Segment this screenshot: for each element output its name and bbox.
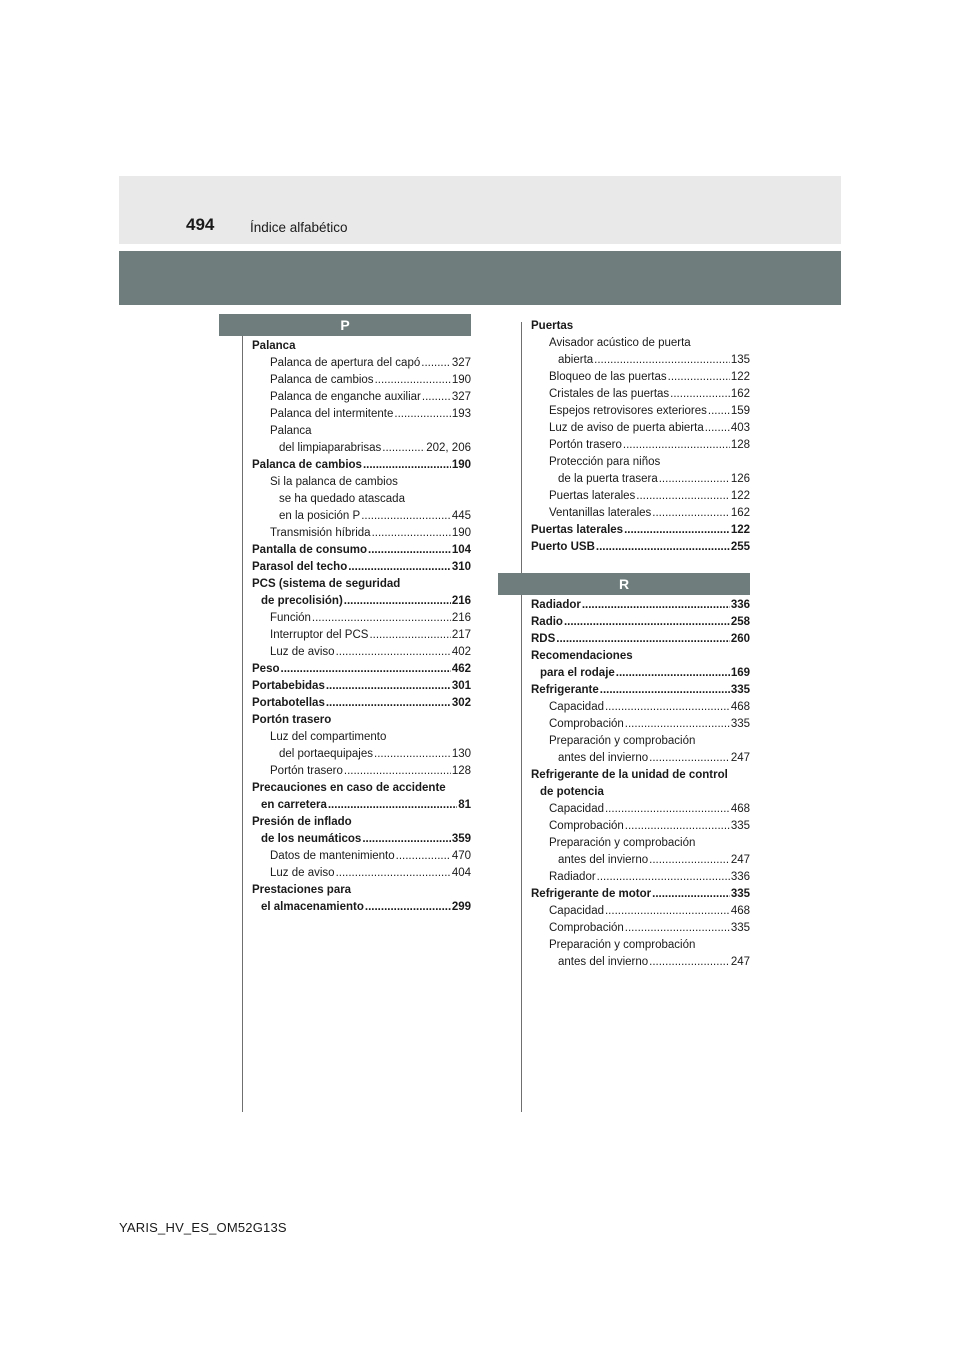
entry-page-number: 104 <box>451 544 471 556</box>
entry-page-number: 128 <box>730 439 750 451</box>
entry-page-number: 126 <box>730 473 750 485</box>
entry-page-number: 122 <box>730 371 750 383</box>
dot-leader <box>649 852 730 869</box>
dot-leader <box>344 763 451 780</box>
document-code: YARIS_HV_ES_OM52G13S <box>119 1220 287 1235</box>
index-entry <box>252 610 471 627</box>
entry-term: Si la palanca de cambios <box>270 476 398 488</box>
entry-term: del limpiaparabrisas <box>279 442 382 454</box>
dot-leader <box>649 750 730 767</box>
index-entry <box>531 801 750 818</box>
dot-leader <box>396 848 451 865</box>
entry-page-number: 310 <box>451 561 471 573</box>
dot-leader <box>365 899 451 916</box>
entry-term: Radio <box>531 616 563 628</box>
entry-page-number: 402 <box>451 646 471 658</box>
entry-page-number: 468 <box>730 701 750 713</box>
dot-leader <box>348 559 451 576</box>
index-entry <box>531 614 750 631</box>
entry-term: Radiador <box>531 599 581 611</box>
entry-term: Comprobación <box>549 820 624 832</box>
entry-page-number: 190 <box>451 527 471 539</box>
entry-term: RDS <box>531 633 556 645</box>
entry-term: Comprobación <box>549 718 624 730</box>
entry-term: Bloqueo de las puertas <box>549 371 667 383</box>
entry-term: Portón trasero <box>270 765 343 777</box>
entry-term: Peso <box>252 663 280 675</box>
index-entry <box>531 437 750 454</box>
entry-term: se ha quedado atascada <box>279 493 405 505</box>
entry-page-number: 135 <box>730 354 750 366</box>
entry-page-number: 336 <box>730 871 750 883</box>
index-entry <box>252 831 471 848</box>
dot-leader <box>422 389 451 406</box>
entry-page-number: 217 <box>451 629 471 641</box>
entry-page-number: 335 <box>730 888 750 900</box>
index-entry <box>252 355 471 372</box>
entry-term: Palanca de enganche auxiliar <box>270 391 421 403</box>
entry-term: Protección para niños <box>549 456 661 468</box>
index-entry <box>252 712 471 729</box>
index-entry <box>252 474 471 491</box>
index-entry <box>252 814 471 831</box>
index-entry <box>252 593 471 610</box>
index-entry <box>531 750 750 767</box>
dot-leader <box>652 505 730 522</box>
entry-term: el almacenamiento <box>261 901 364 913</box>
header-bar <box>119 176 841 244</box>
index-entry <box>531 369 750 386</box>
dot-leader <box>328 797 457 814</box>
dot-leader <box>708 403 730 420</box>
dot-leader <box>564 614 730 631</box>
entry-page-number: 327 <box>451 391 471 403</box>
dot-leader <box>605 903 730 920</box>
entry-term: Parasol del techo <box>252 561 348 573</box>
dot-leader <box>705 420 730 437</box>
entry-term: Capacidad <box>549 701 604 713</box>
entry-page-number: 462 <box>451 663 471 675</box>
entry-term: Avisador acústico de puerta <box>549 337 691 349</box>
index-entry <box>252 797 471 814</box>
entry-term: Luz de aviso <box>270 646 335 658</box>
index-entry <box>531 505 750 522</box>
dot-leader <box>625 920 730 937</box>
index-entry <box>252 899 471 916</box>
entry-term: antes del invierno <box>558 752 649 764</box>
entry-page-number: 128 <box>451 765 471 777</box>
entry-term: Palanca de cambios <box>270 374 374 386</box>
index-entry <box>531 454 750 471</box>
letter-heading-r: R <box>498 573 750 595</box>
index-entry <box>252 678 471 695</box>
index-entry <box>531 352 750 369</box>
dot-leader <box>281 661 451 678</box>
index-entry <box>252 576 471 593</box>
entry-page-number: 335 <box>730 684 750 696</box>
index-entry <box>252 406 471 423</box>
dot-leader <box>636 488 730 505</box>
entry-page-number: 255 <box>730 541 750 553</box>
entry-term: Palanca <box>270 425 312 437</box>
entry-page-number: 301 <box>451 680 471 692</box>
entry-page-number: 159 <box>730 405 750 417</box>
index-entry <box>531 767 750 784</box>
entry-page-number: 468 <box>730 905 750 917</box>
dot-leader <box>668 369 730 386</box>
entry-term: Precauciones en caso de accidente <box>252 782 446 794</box>
entry-term: Radiador <box>549 871 596 883</box>
index-entry <box>531 699 750 716</box>
index-entry <box>531 903 750 920</box>
index-entry <box>531 318 750 335</box>
dot-leader <box>372 525 451 542</box>
index-entry <box>531 886 750 903</box>
index-entry <box>531 733 750 750</box>
dot-leader <box>616 665 730 682</box>
entry-term: Puerto USB <box>531 541 595 553</box>
dot-leader <box>375 372 451 389</box>
entry-page-number: 216 <box>451 595 471 607</box>
dot-leader <box>556 631 730 648</box>
dot-leader <box>600 682 730 699</box>
entry-term: Espejos retrovisores exteriores <box>549 405 707 417</box>
entry-term: Cristales de las puertas <box>549 388 670 400</box>
entry-page-number: 336 <box>730 599 750 611</box>
header-banner <box>119 251 841 305</box>
entry-term: Refrigerante <box>531 684 599 696</box>
entry-page-number: 299 <box>451 901 471 913</box>
entry-page-number: 162 <box>730 388 750 400</box>
index-entry <box>252 882 471 899</box>
entry-term: Función <box>270 612 311 624</box>
index-entry <box>531 648 750 665</box>
entry-term: en la posición P <box>279 510 361 522</box>
index-entry <box>531 784 750 801</box>
index-column-left <box>252 338 471 916</box>
entry-page-number: 162 <box>730 507 750 519</box>
index-entry <box>252 559 471 576</box>
entry-term: Preparación y comprobación <box>549 939 696 951</box>
dot-leader <box>623 437 730 454</box>
index-entry <box>531 937 750 954</box>
index-entry <box>531 335 750 352</box>
entry-page-number: 247 <box>730 854 750 866</box>
entry-term: Prestaciones para <box>252 884 352 896</box>
entry-page-number: 403 <box>730 422 750 434</box>
dot-leader <box>605 801 730 818</box>
entry-page-number: 193 <box>451 408 471 420</box>
index-entry <box>252 746 471 763</box>
entry-term: Transmisión híbrida <box>270 527 371 539</box>
entry-term: antes del invierno <box>558 956 649 968</box>
index-entry <box>531 818 750 835</box>
index-entry <box>252 542 471 559</box>
entry-page-number: 202, 206 <box>426 442 471 454</box>
dot-leader <box>382 440 425 457</box>
entry-term: Datos de mantenimiento <box>270 850 395 862</box>
entry-page-number: 258 <box>730 616 750 628</box>
entry-term: Interruptor del PCS <box>270 629 369 641</box>
left-column-rule <box>242 322 243 1112</box>
index-entry <box>252 491 471 508</box>
letter-heading-p: P <box>219 314 471 336</box>
index-entry <box>252 389 471 406</box>
index-entry <box>531 682 750 699</box>
entry-page-number: 327 <box>451 357 471 369</box>
index-entry <box>252 865 471 882</box>
dot-leader <box>421 355 451 372</box>
dot-leader <box>596 539 730 556</box>
index-entry <box>531 631 750 648</box>
dot-leader <box>649 954 730 971</box>
index-entry <box>531 665 750 682</box>
entry-term: de los neumáticos <box>261 833 362 845</box>
dot-leader <box>344 593 451 610</box>
entry-term: en carretera <box>261 799 327 811</box>
entry-term: Preparación y comprobación <box>549 837 696 849</box>
index-entry <box>252 729 471 746</box>
index-entry <box>531 522 750 539</box>
right-column-rule <box>521 322 522 1112</box>
entry-page-number: 260 <box>730 633 750 645</box>
index-entry <box>252 644 471 661</box>
entry-term: abierta <box>558 354 594 366</box>
index-entry <box>531 386 750 403</box>
entry-term: Palanca de apertura del capó <box>270 357 421 369</box>
index-entry <box>531 716 750 733</box>
entry-term: de potencia <box>540 786 604 798</box>
dot-leader <box>369 627 450 644</box>
dot-leader <box>336 865 451 882</box>
entry-term: Luz de aviso de puerta abierta <box>549 422 704 434</box>
index-entry <box>252 423 471 440</box>
dot-leader <box>394 406 450 423</box>
entry-page-number: 216 <box>451 612 471 624</box>
index-entry <box>531 869 750 886</box>
index-entry <box>252 848 471 865</box>
dot-leader <box>605 699 730 716</box>
dot-leader <box>625 716 730 733</box>
entry-page-number: 335 <box>730 718 750 730</box>
entry-page-number: 302 <box>451 697 471 709</box>
index-entry <box>531 835 750 852</box>
index-entry <box>531 420 750 437</box>
entry-term: Capacidad <box>549 803 604 815</box>
entry-term: antes del invierno <box>558 854 649 866</box>
entry-term: del portaequipajes <box>279 748 373 760</box>
section-title: Índice alfabético <box>250 220 348 235</box>
dot-leader <box>363 457 451 474</box>
index-entry <box>531 471 750 488</box>
entry-term: Capacidad <box>549 905 604 917</box>
index-entry <box>252 440 471 457</box>
entry-term: Palanca del intermitente <box>270 408 394 420</box>
dot-leader <box>670 386 730 403</box>
index-entry <box>252 763 471 780</box>
entry-page-number: 81 <box>458 799 471 811</box>
entry-term: Portabotellas <box>252 697 325 709</box>
entry-term: Palanca <box>252 340 296 352</box>
entry-term: Palanca de cambios <box>252 459 362 471</box>
dot-leader <box>326 678 451 695</box>
dot-leader <box>362 831 450 848</box>
entry-term: Luz de aviso <box>270 867 335 879</box>
entry-term: Ventanillas laterales <box>549 507 652 519</box>
index-entry <box>252 661 471 678</box>
entry-term: PCS (sistema de seguridad <box>252 578 401 590</box>
index-entry <box>252 780 471 797</box>
entry-term: Preparación y comprobación <box>549 735 696 747</box>
entry-term: Portón trasero <box>549 439 622 451</box>
entry-page-number: 169 <box>730 667 750 679</box>
entry-page-number: 404 <box>451 867 471 879</box>
entry-page-number: 468 <box>730 803 750 815</box>
entry-term: Presión de inflado <box>252 816 352 828</box>
entry-page-number: 190 <box>451 459 471 471</box>
page-number: 494 <box>186 215 215 234</box>
index-entry <box>252 695 471 712</box>
entry-page-number: 470 <box>451 850 471 862</box>
index-column-right-top <box>531 318 750 556</box>
dot-leader <box>594 352 730 369</box>
dot-leader <box>326 695 451 712</box>
entry-page-number: 130 <box>451 748 471 760</box>
dot-leader <box>312 610 451 627</box>
dot-leader <box>659 471 730 488</box>
entry-term: de precolisión) <box>261 595 343 607</box>
dot-leader <box>336 644 451 661</box>
dot-leader <box>652 886 730 903</box>
entry-page-number: 445 <box>451 510 471 522</box>
dot-leader <box>374 746 451 763</box>
entry-term: Puertas <box>531 320 574 332</box>
entry-page-number: 190 <box>451 374 471 386</box>
index-entry <box>531 597 750 614</box>
index-entry <box>252 372 471 389</box>
index-entry <box>252 457 471 474</box>
entry-page-number: 122 <box>730 524 750 536</box>
dot-leader <box>582 597 730 614</box>
entry-term: Portón trasero <box>252 714 332 726</box>
entry-term: Recomendaciones <box>531 650 633 662</box>
entry-term: de la puerta trasera <box>558 473 658 485</box>
entry-term: Puertas laterales <box>531 524 624 536</box>
entry-page-number: 122 <box>730 490 750 502</box>
entry-page-number: 359 <box>451 833 471 845</box>
entry-page-number: 247 <box>730 956 750 968</box>
dot-leader <box>624 522 730 539</box>
entry-term: Comprobación <box>549 922 624 934</box>
index-entry <box>252 508 471 525</box>
index-entry <box>531 488 750 505</box>
index-entry <box>252 627 471 644</box>
index-entry <box>531 954 750 971</box>
entry-page-number: 335 <box>730 922 750 934</box>
index-entry <box>531 920 750 937</box>
index-entry <box>252 525 471 542</box>
entry-term: Luz del compartimento <box>270 731 387 743</box>
index-column-right-bottom <box>531 597 750 971</box>
entry-page-number: 335 <box>730 820 750 832</box>
entry-term: Puertas laterales <box>549 490 636 502</box>
dot-leader <box>625 818 730 835</box>
entry-term: Portabebidas <box>252 680 325 692</box>
index-entry <box>531 539 750 556</box>
dot-leader <box>597 869 730 886</box>
dot-leader <box>361 508 451 525</box>
entry-term: para el rodaje <box>540 667 615 679</box>
index-entry <box>531 852 750 869</box>
entry-term: Pantalla de consumo <box>252 544 368 556</box>
index-entry <box>531 403 750 420</box>
entry-term: Refrigerante de motor <box>531 888 652 900</box>
entry-page-number: 247 <box>730 752 750 764</box>
index-entry <box>252 338 471 355</box>
dot-leader <box>368 542 451 559</box>
entry-term: Refrigerante de la unidad de control <box>531 769 728 781</box>
